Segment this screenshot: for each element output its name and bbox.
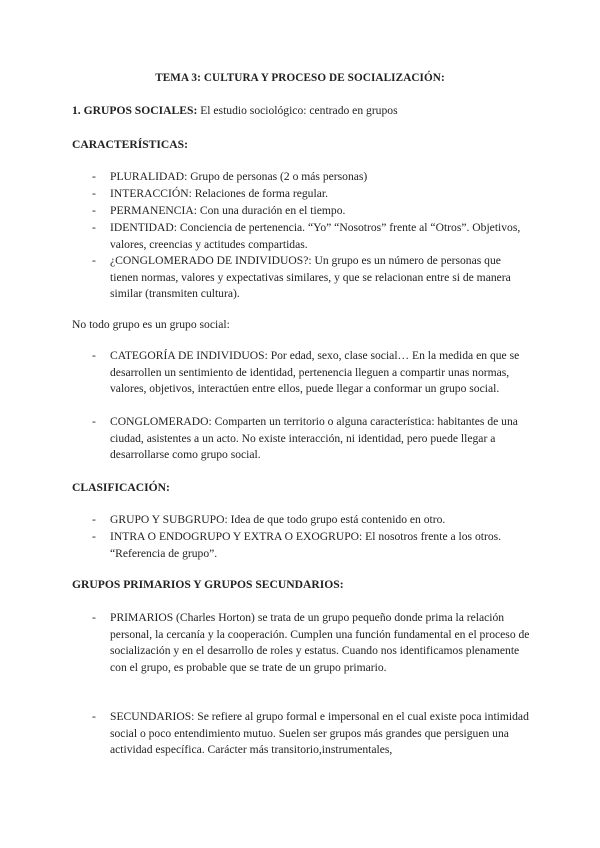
bullet-dash: - [92,710,96,723]
section-heading: 1. GRUPOS SOCIALES: [72,104,198,117]
caracteristicas-heading: CARACTERÍSTICAS: [72,138,188,151]
bullet-dash: - [92,349,96,362]
list-item-text: ¿CONGLOMERADO DE INDIVIDUOS?: Un grupo es un número de personas que tienen normas, valores y expectativas similares, y que se relacionan entre si de manera similar (transmiten cultura). [110,254,511,301]
list-item [92,414,532,464]
section-grupos-sociales [72,104,398,117]
list-item [92,220,532,253]
list-item-text: PLURALIDAD: Grupo de personas (2 o más personas) [110,170,368,183]
list-item-text: PRIMARIOS (Charles Horton) se trata de un grupo pequeño donde prima la relación personal, la cercanía y la cooperación. Cumplen una función fundamental en el proceso de socialización y en el desarrollo de roles y estatus. Cuando nos identificamos plenamente con el grupo, es probable que se trate de un grupo primario. [110,611,530,674]
list-item-text: CONGLOMERADO: Comparten un territorio o alguna característica: habitantes de una ciudad, asistentes a un acto. No existe interacción, ni identidad, pero puede llegar a desarrollarse como grupo social. [110,415,518,462]
list-item [92,253,532,303]
bullet-dash: - [92,530,96,543]
list-item [92,186,532,203]
list-item [92,348,532,398]
list-item [92,709,532,759]
bullet-dash: - [92,187,96,200]
primarios-heading: GRUPOS PRIMARIOS Y GRUPOS SECUNDARIOS: [72,578,344,591]
clasificacion-heading: CLASIFICACIÓN: [72,481,170,494]
list-item [92,512,532,529]
section-text: El estudio sociológico: centrado en grupos [197,104,398,117]
list-item-text: INTERACCIÓN: Relaciones de forma regular. [110,187,328,200]
list-item-text: CATEGORÍA DE INDIVIDUOS: Por edad, sexo, clase social… En la medida en que se desarrollen un sentimiento de identidad, pertenencia lleguen a compartir unas normas, valores, objetivos, interactúen entre ellos, puede llegar a conformar un grupo social. [110,349,520,396]
list-item-text: INTRA O ENDOGRUPO Y EXTRA O EXOGRUPO: El nosotros frente a los otros. “Referencia de grupo”. [110,530,502,560]
list-item-text: PERMANENCIA: Con una duración en el tiempo. [110,204,346,217]
list-item-text: SECUNDARIOS: Se refiere al grupo formal e impersonal en el cual existe poca intimidad social o poco entendimiento mutuo. Suelen ser grupos más grandes que persiguen una actividad específica. Carácter más transitorio,instrumentales, [110,710,529,757]
bullet-dash: - [92,513,96,526]
bullet-dash: - [92,221,96,234]
list-item-text: GRUPO Y SUBGRUPO: Idea de que todo grupo está contenido en otro. [110,513,446,526]
bullet-dash: - [92,170,96,183]
list-item-text: IDENTIDAD: Conciencia de pertenencia. “Yo” “Nosotros” frente al “Otros”. Objetivos, valores, creencias y actitudes compartidas. [110,221,521,251]
no-todo-grupo-text: No todo grupo es un grupo social: [72,318,230,331]
list-item [92,529,532,562]
list-item [92,203,532,220]
bullet-dash: - [92,204,96,217]
list-item [92,610,532,676]
list-item [92,169,532,186]
bullet-dash: - [92,415,96,428]
page-title: TEMA 3: CULTURA Y PROCESO DE SOCIALIZACIÓN: [155,72,445,84]
bullet-dash: - [92,254,96,267]
bullet-dash: - [92,611,96,624]
